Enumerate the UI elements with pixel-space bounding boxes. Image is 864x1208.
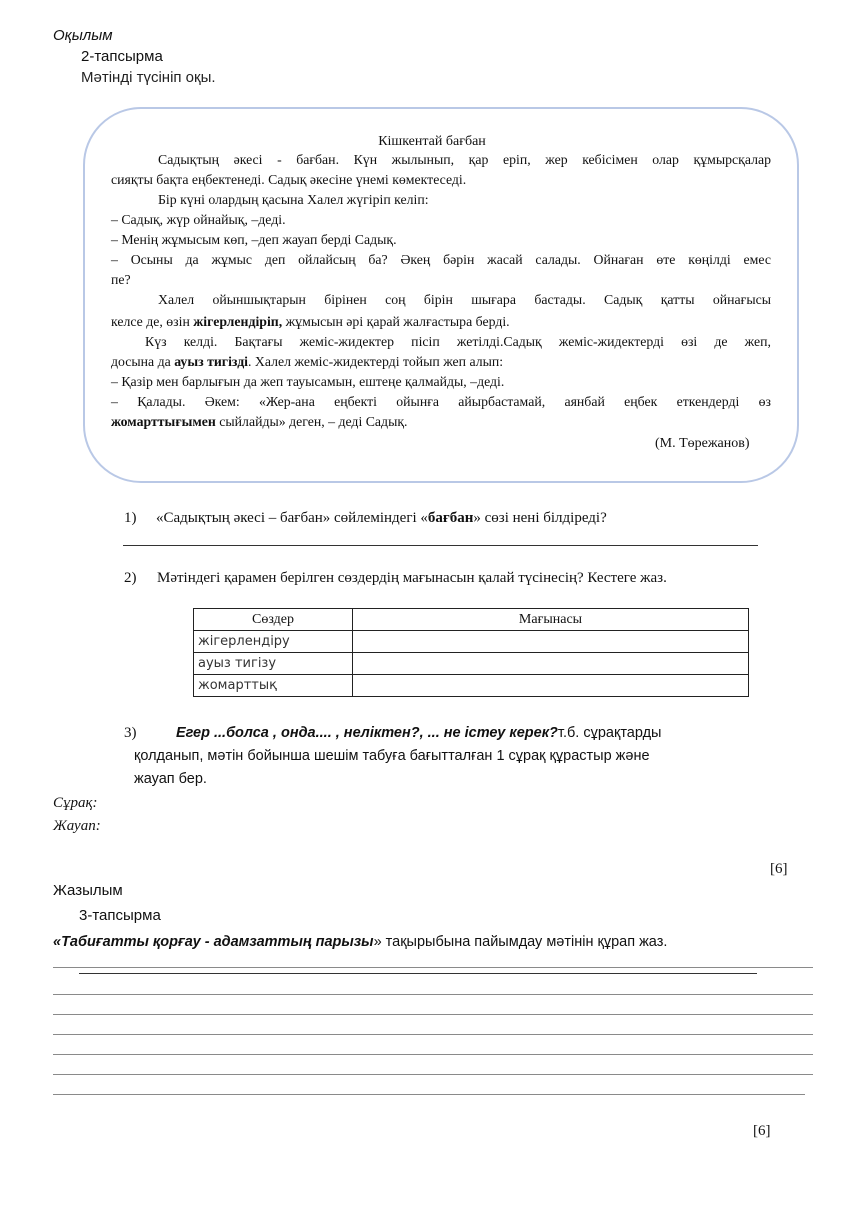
question1-answer-line[interactable] <box>123 545 758 546</box>
story-text: досына да <box>111 354 175 369</box>
story-line: – Осыны да жұмыс деп ойлайсың ба? Әкең бәрін жасай салады. Ойнаған өте көңілді емес <box>111 252 771 267</box>
reading-task-title: 2-тапсырма <box>81 48 163 65</box>
bold-word-auyz-tigizdi: ауыз тигізді <box>174 354 249 369</box>
writing-line[interactable] <box>53 1054 813 1055</box>
writing-task-title: 3-тапсырма <box>79 907 161 924</box>
writing-line[interactable] <box>53 1014 813 1015</box>
writing-section-title: Жазылым <box>53 882 123 899</box>
table-cell-meaning[interactable] <box>353 675 749 697</box>
story-line: Күз келді. Бақтағы жеміс-жидектер пісіп жетілді.Садық жеміс-жидектерді өзі де жеп, <box>145 334 771 349</box>
bold-word-zhigerlendirip: жігерлендіріп, <box>193 314 283 329</box>
table-row <box>194 653 749 675</box>
story-text: келсе де, өзін <box>111 314 194 329</box>
question1-text <box>156 510 607 527</box>
story-line: пе? <box>111 272 131 287</box>
writing-line[interactable] <box>79 973 757 974</box>
writing-line[interactable] <box>53 1034 813 1035</box>
question1-text-b: » сөзі нені білдіреді? <box>473 510 607 526</box>
score-task2: [6] <box>770 861 788 877</box>
question3-text-a: т.б. сұрақтарды <box>557 725 662 741</box>
table-cell-word: ауыз тигізу <box>194 653 353 675</box>
story-line: сияқты бақта еңбектенеді. Садық әкесіне үнемі көмектеседі. <box>111 172 467 187</box>
story-line: Халел ойыншықтарын бірінен соң бірін шығара бастады. Садық қатты ойнағысы <box>158 292 771 307</box>
question3-line2: қолданып, мәтін бойынша шешім табуға бағытталған 1 сұрақ құрастыр және <box>134 748 650 764</box>
question2-text: Мәтіндегі қарамен берілген сөздердің мағынасын қалай түсінесің? Кестеге жаз. <box>157 570 667 586</box>
writing-line[interactable] <box>53 1074 813 1075</box>
story-line: – Садық, жүр ойнайық, –деді. <box>111 212 286 227</box>
table-row <box>194 675 749 697</box>
story-line: – Қазір мен барлығын да жеп тауысамын, ештеңе қалмайды, –деді. <box>111 374 505 389</box>
question3-number: 3) <box>124 725 137 741</box>
story-text: сыйлайды» деген, – деді Садық. <box>215 414 408 429</box>
score-task3: [6] <box>753 1123 771 1139</box>
question1-text-a: «Садықтың әкесі – бағбан» сөйлеміндегі « <box>156 510 428 526</box>
writing-line[interactable] <box>53 1094 805 1095</box>
writing-topic-rest: » тақырыбына пайымдау мәтінін құрап жаз. <box>373 934 668 950</box>
story-line: Бір күні олардың қасына Халел жүгіріп келіп: <box>158 192 429 207</box>
question-label: Сұрақ: <box>53 795 98 811</box>
answer-label: Жауап: <box>53 818 101 834</box>
story-title: Кішкентай бағбан <box>378 134 486 149</box>
table-row <box>194 631 749 653</box>
table-cell-meaning[interactable] <box>353 631 749 653</box>
table-header-words: Сөздер <box>194 609 353 631</box>
words-table <box>193 608 749 697</box>
story-line: – Қалады. Әкем: «Жер-ана еңбекті ойынға айырбастамай, аянбай еңбек еткендерді өз <box>111 394 771 409</box>
question3-bold-italic: Егер ...болса , онда.... , неліктен?, ... не істеу керек? <box>176 725 558 741</box>
story-line <box>111 414 771 430</box>
story-line <box>111 314 771 330</box>
question1-bold-word: бағбан <box>427 510 474 526</box>
story-line: – Менің жұмысым көп, –деп жауап берді Садық. <box>111 232 397 247</box>
writing-line[interactable] <box>53 967 813 968</box>
table-cell-word: жігерлендіру <box>194 631 353 653</box>
table-cell-meaning[interactable] <box>353 653 749 675</box>
question3-line1 <box>176 725 661 741</box>
writing-topic <box>53 934 667 950</box>
table-cell-word: жомарттық <box>194 675 353 697</box>
table-header-row <box>194 609 749 631</box>
writing-topic-bold: «Табиғатты қорғау - адамзаттың парызы <box>53 934 374 950</box>
story-text: . Халел жеміс-жидектерді тойып жеп алып: <box>248 354 504 369</box>
question2-number: 2) <box>124 570 137 586</box>
writing-line[interactable] <box>53 994 813 995</box>
reading-instruction: Мәтінді түсініп оқы. <box>81 69 216 86</box>
story-text: жұмысын әрі қарай жалғастыра берді. <box>282 314 510 329</box>
table-header-meaning: Мағынасы <box>353 609 749 631</box>
bold-word-zhomarttygymen: жомарттығымен <box>111 414 216 429</box>
question1-number: 1) <box>124 510 137 526</box>
story-author: (М. Төрежанов) <box>655 436 750 451</box>
reading-section-title: Оқылым <box>53 27 113 44</box>
story-line <box>111 354 771 370</box>
story-line: Садықтың әкесі - бағбан. Күн жылынып, қар еріп, жер кебісімен олар құмырсқалар <box>158 152 771 167</box>
question3-line3: жауап бер. <box>134 771 207 787</box>
